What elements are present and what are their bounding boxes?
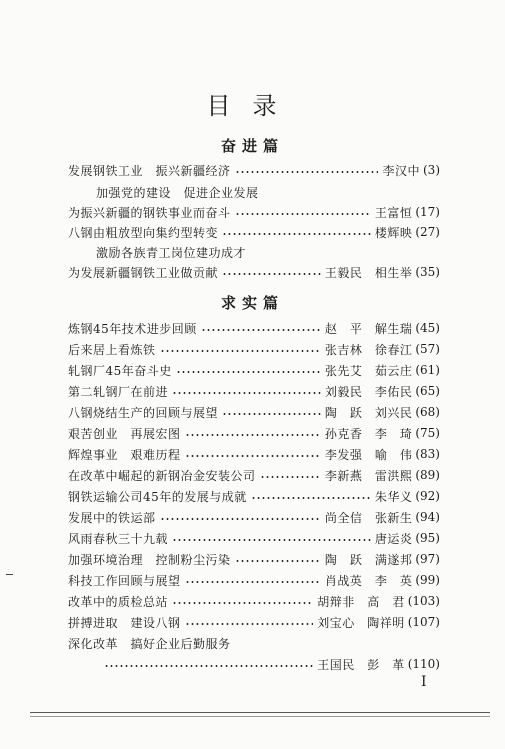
entry-title: 艰苦创业 再展宏图	[68, 426, 181, 441]
entry-title: 拼搏进取 建设八钢	[68, 615, 181, 630]
leader-dots	[160, 518, 321, 520]
section-heading: 求实篇	[220, 294, 284, 312]
entry-author: 王毅民 相生举	[324, 265, 413, 280]
toc-entry[interactable]	[68, 423, 440, 443]
entry-author: 李汉中	[382, 163, 420, 178]
leader-dots	[160, 350, 321, 352]
leader-dots	[176, 371, 321, 373]
entry-author: 张吉林 徐春江	[324, 342, 413, 357]
leader-dots	[172, 392, 321, 394]
entry-title: 为振兴新疆的钢铁事业而奋斗	[68, 205, 231, 220]
entry-page: (89)	[415, 468, 440, 482]
toc-entry[interactable]	[68, 402, 440, 422]
entry-page: (45)	[415, 321, 440, 335]
entry-author: 楼辉映	[374, 225, 413, 240]
leader-dots	[251, 497, 371, 499]
entry-title: 辉煌事业 艰难历程	[68, 447, 181, 462]
leader-dots	[172, 602, 313, 604]
leader-dots	[185, 455, 321, 457]
entry-title: 发展中的铁运部	[68, 510, 156, 525]
toc-entry[interactable]	[68, 444, 440, 464]
entry-author: 李发强 喻 伟	[324, 447, 413, 462]
entry-author: 尚全信 张新生	[324, 510, 413, 525]
entry-author: 赵 平 解生瑞	[324, 321, 413, 336]
entry-page: (35)	[415, 265, 440, 279]
entry-title: 为发展新疆钢铁工业做贡献	[68, 265, 219, 280]
entry-page: (17)	[415, 205, 440, 219]
entry-author: 张先艾 茹云庄	[324, 363, 413, 378]
page-number: I	[421, 674, 427, 690]
entry-page: (3)	[423, 163, 440, 177]
entry-page: (94)	[415, 510, 440, 524]
leader-dots	[260, 476, 321, 478]
entry-page: (110)	[407, 657, 440, 671]
page-title: 目录	[206, 92, 299, 120]
toc-entry[interactable]	[96, 182, 440, 202]
leader-dots	[185, 623, 314, 625]
entry-title: 发展钢铁工业 振兴新疆经济	[68, 163, 231, 178]
toc-entry[interactable]	[68, 381, 440, 401]
leader-dots	[222, 413, 321, 415]
section-heading: 奋进篇	[220, 137, 284, 155]
entry-page: (27)	[415, 225, 440, 239]
entry-page: (103)	[407, 594, 440, 608]
entry-author: 刘宝心 陶祥明	[317, 615, 405, 630]
toc-entry[interactable]	[68, 486, 440, 506]
entry-title: 加强环境治理 控制粉尘污染	[68, 552, 231, 567]
entry-page: (61)	[415, 363, 440, 377]
entry-title: 八钢由粗放型向集约型转变	[68, 225, 219, 240]
toc-entry[interactable]	[68, 549, 440, 569]
entry-title: 改革中的质检总站	[68, 594, 169, 609]
entry-author: 李新燕 雷洪熙	[324, 468, 413, 483]
entry-title: 风雨春秋三十九载	[68, 531, 169, 546]
toc-entry[interactable]	[68, 339, 440, 359]
leader-dots	[185, 434, 321, 436]
leader-dots	[235, 213, 371, 215]
toc-entry[interactable]	[68, 262, 440, 282]
entry-title: 深化改革 搞好企业后勤服务	[68, 636, 231, 651]
entry-page: (68)	[415, 405, 440, 419]
bottom-rule	[30, 712, 490, 713]
entry-title: 八钢烧结生产的回顾与展望	[68, 405, 219, 420]
entry-author: 肖战英 李 英	[324, 573, 413, 588]
entry-page: (92)	[415, 489, 440, 503]
entry-title: 炼钢45年技术进步回顾	[68, 321, 197, 336]
toc-entry[interactable]	[68, 528, 440, 548]
entry-author: 陶 跃 刘兴民	[324, 405, 413, 420]
toc-entry[interactable]	[68, 465, 440, 485]
entry-page: (107)	[407, 615, 440, 629]
leader-dots	[172, 539, 371, 541]
entry-title: 科技工作回顾与展望	[68, 573, 181, 588]
entry-page: (95)	[415, 531, 440, 545]
leader-dots	[201, 329, 321, 331]
leader-dots	[185, 581, 321, 583]
entry-author: 朱华义	[374, 489, 413, 504]
margin-mark	[6, 574, 13, 575]
toc-entry[interactable]	[68, 202, 440, 222]
toc-entry[interactable]	[68, 160, 440, 180]
bottom-rule-secondary	[30, 716, 490, 717]
entry-page: (97)	[415, 552, 440, 566]
entry-page: (57)	[415, 342, 440, 356]
toc-entry[interactable]	[68, 612, 440, 632]
entry-author: 胡辩非 高 君	[317, 594, 405, 609]
entry-title: 轧钢厂45年奋斗史	[68, 363, 172, 378]
entry-title: 第二轧钢厂在前进	[68, 384, 169, 399]
entry-page: (75)	[415, 426, 440, 440]
entry-author: 陶 跃 满遂邦	[324, 552, 413, 567]
entry-title: 后来居上看炼铁	[68, 342, 156, 357]
leader-dots	[104, 665, 313, 667]
entry-page: (83)	[415, 447, 440, 461]
toc-entry[interactable]	[68, 222, 440, 242]
entry-author: 刘毅民 李佑民	[324, 384, 413, 399]
leader-dots	[235, 171, 379, 173]
entry-author: 孙克香 李 琦	[324, 426, 413, 441]
toc-entry[interactable]	[68, 591, 440, 611]
toc-entry[interactable]	[68, 318, 440, 338]
entry-page: (99)	[415, 573, 440, 587]
toc-entry[interactable]	[68, 633, 440, 653]
entry-author: 唐运炎	[374, 531, 413, 546]
toc-entry[interactable]	[68, 360, 440, 380]
entry-title: 钢铁运输公司45年的发展与成就	[68, 489, 247, 504]
entry-page: (65)	[415, 384, 440, 398]
entry-author: 王国民 彭 革	[317, 657, 405, 672]
toc-entry[interactable]	[68, 570, 440, 590]
entry-title: 激励各族青工岗位建功成才	[96, 245, 247, 260]
toc-entry[interactable]	[100, 654, 440, 674]
leader-dots	[222, 273, 321, 275]
leader-dots	[222, 233, 371, 235]
toc-entry[interactable]	[68, 507, 440, 527]
entry-author: 王富恒	[374, 205, 413, 220]
entry-title: 加强党的建设 促进企业发展	[96, 185, 259, 200]
entry-title: 在改革中崛起的新钢冶金安装公司	[68, 468, 256, 483]
toc-entry[interactable]	[96, 242, 440, 262]
leader-dots	[235, 560, 321, 562]
